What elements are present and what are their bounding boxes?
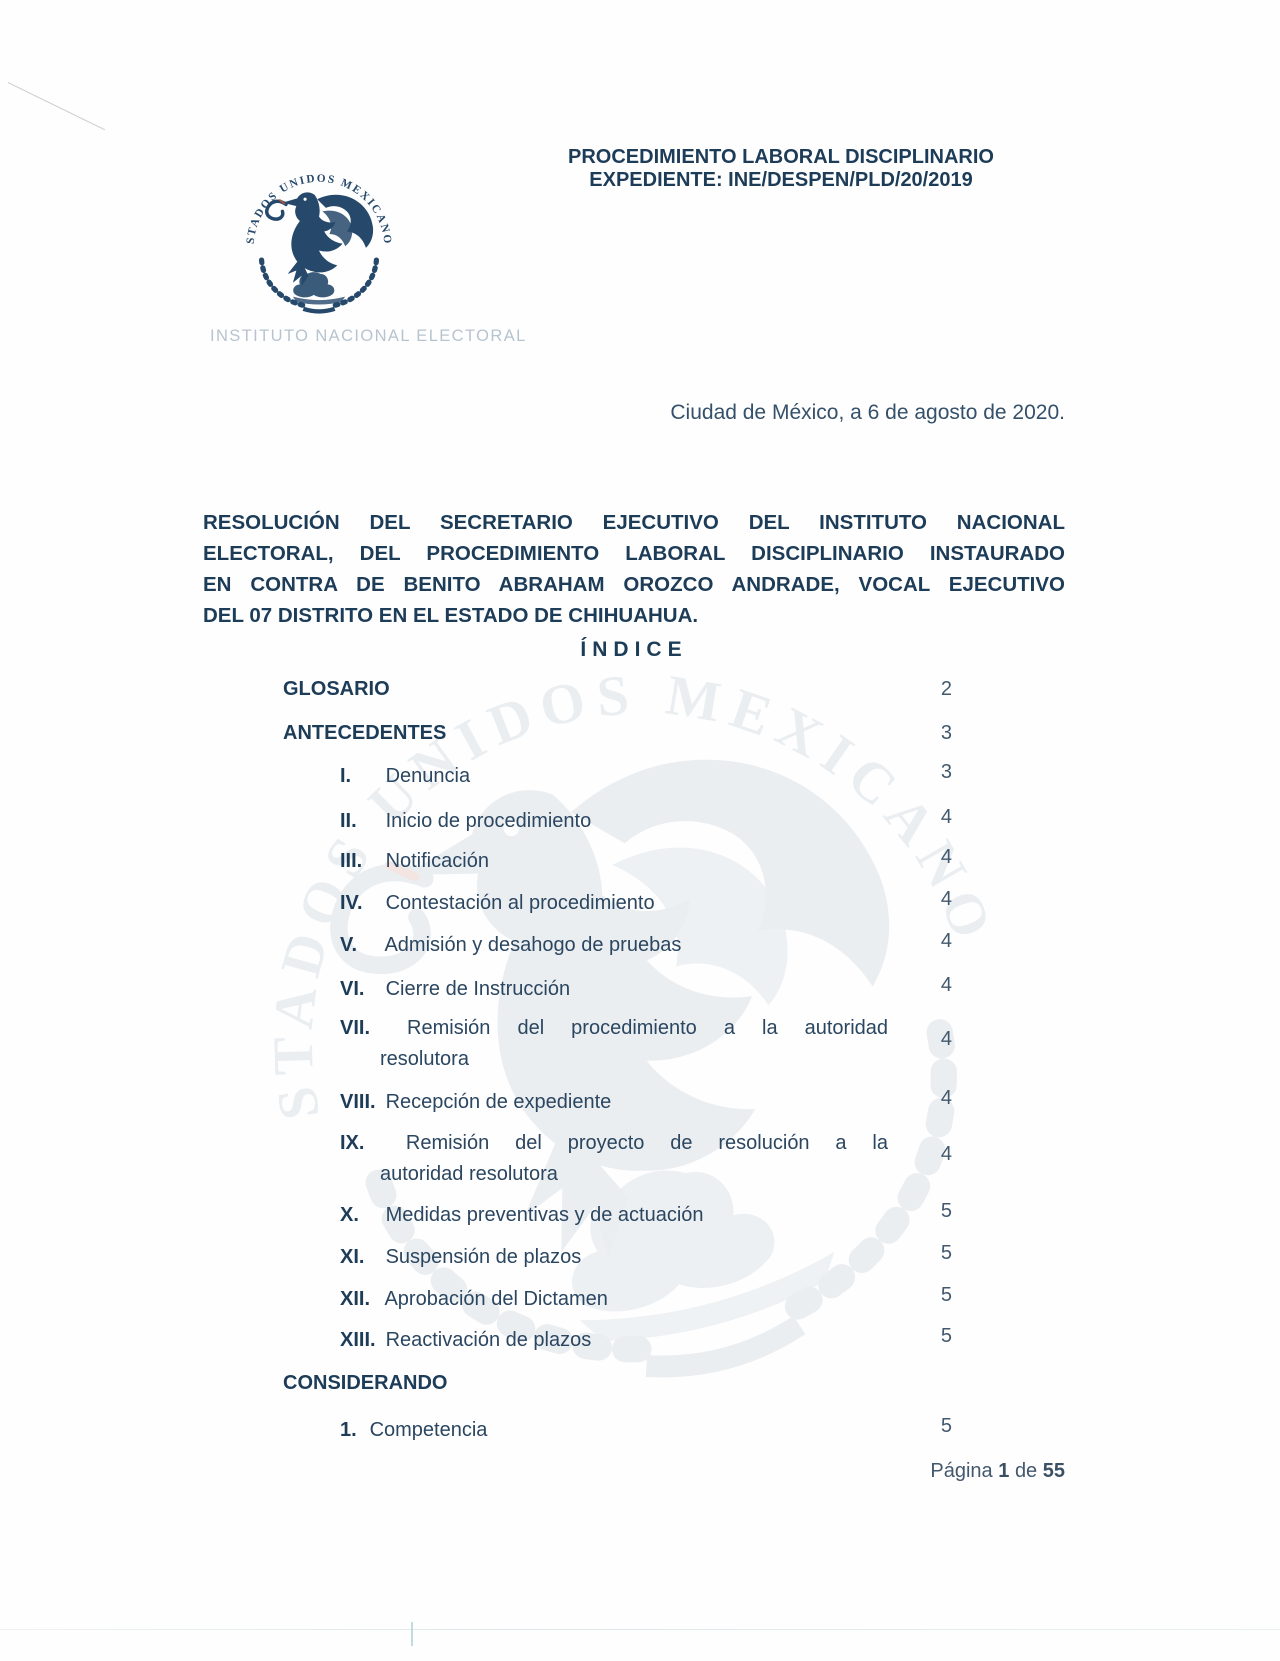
page-current: 1 [998, 1460, 1010, 1482]
index-item-numeral: VIII. [340, 1091, 376, 1113]
index-entry [203, 888, 952, 919]
dateline: Ciudad de México, a 6 de agosto de 2020. [670, 401, 1065, 424]
index-page-number: 3 [940, 761, 952, 783]
index-item-numeral: XIII. [340, 1329, 376, 1351]
index-entry [203, 1415, 952, 1446]
index-page-number: 4 [940, 846, 952, 868]
index-item-line [340, 761, 888, 792]
index-item-line [340, 930, 888, 961]
resolution-line: DEL 07 DISTRITO EN EL ESTADO DE CHIHUAHUA. [203, 604, 699, 627]
case-file-number: EXPEDIENTE: INE/DESPEN/PLD/20/2019 [589, 169, 973, 191]
index-entry [203, 1128, 952, 1190]
index-page-number: 4 [940, 930, 952, 952]
index-page-number: 5 [940, 1200, 952, 1222]
index-list [203, 0, 952, 1661]
index-page-number: 4 [940, 888, 952, 910]
index-item-line [340, 806, 888, 837]
index-item-numeral: III. [340, 850, 363, 872]
index-item-label: Suspensión de plazos [385, 1246, 582, 1268]
index-entry [203, 1200, 952, 1231]
index-item-line [340, 846, 888, 877]
index-item-line [340, 1242, 888, 1273]
scan-tick-artifact [411, 1622, 413, 1646]
index-entry [203, 846, 952, 877]
index-entry [203, 974, 952, 1005]
index-page-number: 4 [940, 1028, 952, 1050]
index-item-label-wrap: resolutora [380, 1048, 469, 1070]
index-entry [203, 722, 952, 745]
index-item-numeral: XII. [340, 1288, 371, 1310]
index-title: ÍNDICE [580, 638, 688, 661]
index-item-label: Remisión del proyecto de resolución a la [405, 1132, 889, 1154]
index-item-label: Reactivación de plazos [385, 1329, 592, 1351]
index-page-number: 5 [940, 1325, 952, 1347]
index-item-label: Denuncia [385, 765, 471, 787]
index-entry [203, 1087, 952, 1118]
index-entry [203, 930, 952, 961]
index-entry [203, 678, 952, 701]
index-entry [203, 1013, 952, 1075]
index-item-line [340, 1013, 888, 1044]
index-item-line [340, 1200, 888, 1231]
resolution-line: ELECTORAL, DEL PROCEDIMIENTO LABORAL DISCIPLINARIO INSTAURADO [203, 542, 1065, 565]
index-item-label: Cierre de Instrucción [385, 978, 571, 1000]
index-page-number: 5 [940, 1242, 952, 1264]
index-page-number: 4 [940, 1087, 952, 1109]
index-section-label: GLOSARIO [283, 678, 390, 700]
index-item-line [340, 974, 888, 1005]
index-item-line [340, 888, 888, 919]
page-label: Página [930, 1460, 993, 1482]
index-item-numeral: 1. [340, 1419, 357, 1441]
index-page-number: 3 [940, 722, 952, 744]
index-item-numeral: XI. [340, 1246, 365, 1268]
index-item-line [340, 1325, 888, 1356]
index-entry [203, 806, 952, 837]
index-page-number: 4 [940, 1143, 952, 1165]
case-type-line: PROCEDIMIENTO LABORAL DISCIPLINARIO [568, 146, 994, 168]
resolution-line: EN CONTRA DE BENITO ABRAHAM OROZCO ANDRADE, VOCAL EJECUTIVO [203, 573, 1065, 596]
index-item-line [340, 1087, 888, 1118]
index-item-label: Notificación [385, 850, 489, 872]
index-item-label: Admisión y desahogo de pruebas [384, 934, 682, 956]
index-item-label: Remisión del procedimiento a la autoridad [407, 1017, 889, 1039]
index-item-numeral: II. [340, 810, 357, 832]
index-item-label: Aprobación del Dictamen [384, 1288, 608, 1310]
index-section-label: ANTECEDENTES [283, 722, 447, 744]
index-item-line [340, 1284, 888, 1315]
index-item-numeral: I. [340, 765, 352, 787]
index-page-number: 5 [940, 1284, 952, 1306]
institution-name: INSTITUTO NACIONAL ELECTORAL [210, 327, 527, 345]
index-item-numeral: VII. [340, 1017, 371, 1039]
index-item-label-wrap: autoridad resolutora [380, 1163, 558, 1185]
index-item-numeral: VI. [340, 978, 365, 1000]
index-page-number: 4 [940, 974, 952, 996]
index-item-line [340, 1415, 888, 1446]
index-entry [203, 1325, 952, 1356]
index-item-label: Medidas preventivas y de actuación [385, 1204, 704, 1226]
index-item-label: Contestación al procedimiento [385, 892, 655, 914]
scan-scratch-artifact [8, 82, 106, 130]
index-item-numeral: V. [340, 934, 358, 956]
index-entry [203, 1284, 952, 1315]
index-page-number: 5 [940, 1415, 952, 1437]
page-total: 55 [1042, 1460, 1065, 1482]
index-item-label: Inicio de procedimiento [385, 810, 592, 832]
index-item-numeral: IV. [340, 892, 363, 914]
index-entry [203, 761, 952, 792]
index-page-number: 2 [940, 678, 952, 700]
index-item-label: Competencia [369, 1419, 488, 1441]
index-item-numeral: IX. [340, 1132, 365, 1154]
index-entry [203, 1372, 952, 1395]
index-item-line [340, 1128, 888, 1159]
index-entry [203, 1242, 952, 1273]
index-section-label: CONSIDERANDO [283, 1372, 448, 1394]
index-item-numeral: X. [340, 1204, 359, 1226]
scan-edge-line [0, 1629, 1280, 1630]
index-page-number: 4 [940, 806, 952, 828]
page-number-footer [203, 1460, 1065, 1483]
index-item-label: Recepción de expediente [385, 1091, 612, 1113]
page-of-label: de [1014, 1460, 1038, 1482]
resolution-line: RESOLUCIÓN DEL SECRETARIO EJECUTIVO DEL INSTITUTO NACIONAL [203, 511, 1065, 534]
